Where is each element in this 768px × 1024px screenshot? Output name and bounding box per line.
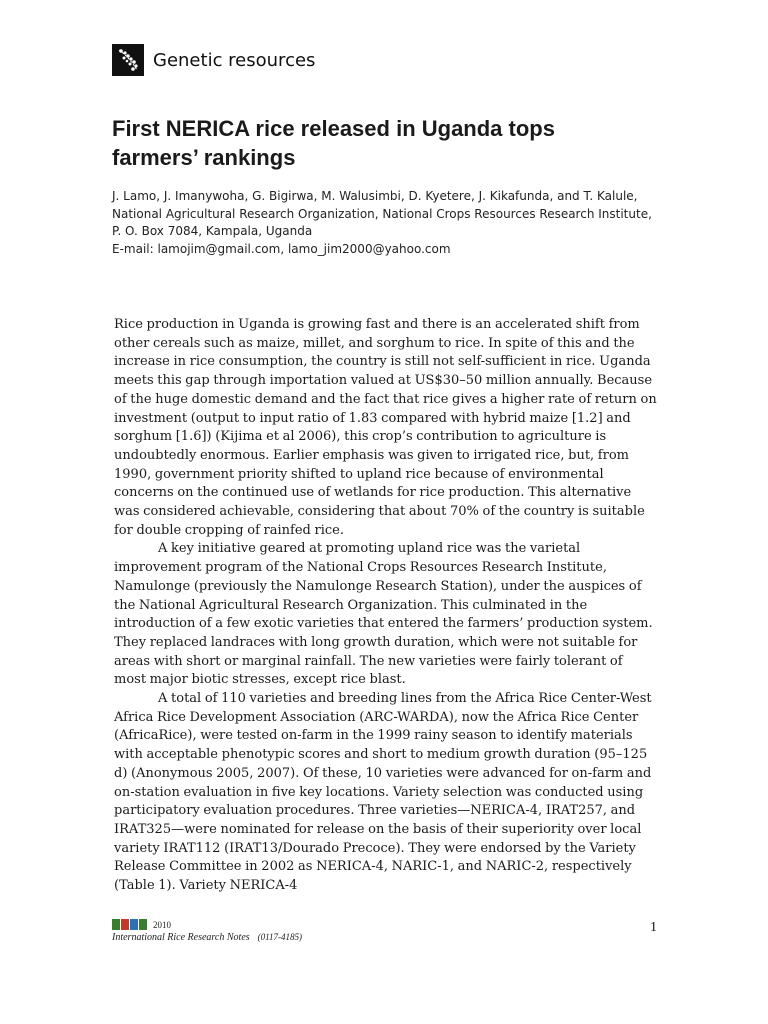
dna-helix-icon: [112, 44, 144, 76]
logo-block: [121, 919, 129, 930]
footer-year: 2010: [153, 919, 171, 930]
section-header: [112, 44, 315, 76]
author-email: E-mail: lamojim@gmail.com, lamo_jim2000@yahoo.com: [112, 241, 451, 256]
author-address: P. O. Box 7084, Kampala, Uganda: [112, 224, 313, 238]
journal-title: International Rice Research Notes: [112, 932, 250, 943]
author-block: [112, 188, 672, 258]
article-body: [114, 316, 658, 896]
page-footer: [112, 918, 657, 943]
irrn-logo: [112, 918, 148, 931]
author-affiliation: National Agricultural Research Organization, National Crops Resources Research Institute,: [112, 206, 652, 221]
section-label: Genetic resources: [153, 49, 316, 71]
body-paragraph: A key initiative geared at promoting upland rice was the varietal improvement program of the National Crops Resources Research Institute, Namulonge (previously the Namulonge Research Station), under the auspices of the National Agricultural Research Organization. This culminated in the introduction of a few exotic varieties that entered the farmers’ production system. They replaced landraces with long growth duration, which were not suitable for areas with short or marginal rainfall. The new varieties were fairly tolerant of most major biotic stresses, except rice blast.: [114, 541, 653, 688]
author-names: J. Lamo, J. Imanywoha, G. Bigirwa, M. Walusimbi, D. Kyetere, J. Kikafunda, and T. Kalule,: [112, 189, 638, 203]
article-title: First NERICA rice released in Uganda tops farmers’ rankings: [112, 116, 555, 170]
logo-block: [130, 919, 138, 930]
journal-name: [112, 932, 657, 943]
logo-block: [139, 919, 147, 930]
body-paragraph: A total of 110 varieties and breeding lines from the Africa Rice Center-West Africa Rice Development Association (ARC-WARDA), now the Africa Rice Center (AfricaRice), were tested on-farm in the 1999 rainy season to identify materials with acceptable phenotypic scores and short to medium growth duration (95–125 d) (Anonymous 2005, 2007). Of these, 10 varieties were advanced for on-farm and on-station evaluation in five key locations. Variety selection was conducted using participatory evaluation procedures. Three varieties—NERICA-4, IRAT257, and IRAT325—were nominated for release on the basis of their superiority over local variety IRAT112 (IRAT13/Dourado Precoce). They were endorsed by the Variety Release Committee in 2002 as NERICA-4, NARIC-1, and NARIC-2, respectively (Table 1). Variety NERICA-4: [114, 691, 652, 894]
logo-block: [112, 919, 120, 930]
body-paragraph: Rice production in Uganda is growing fast and there is an accelerated shift from other cereals such as maize, millet, and sorghum to rice. In spite of this and the increase in rice consumption, the country is still not self-sufficient in rice. Uganda meets this gap through importation valued at US$30–50 million annually. Because of the huge domestic demand and the fact that rice gives a higher rate of return on investment (output to input ratio of 1.83 compared with hybrid maize [1.2] and sorghum [1.6]) (Kijima et al 2006), this crop’s contribution to agriculture is undoubtedly enormous. Earlier emphasis was given to irrigated rice, but, from 1990, government priority shifted to upland rice because of environmental concerns on the continued use of wetlands for rice production. This alternative was considered achievable, considering that about 70% of the country is suitable for double cropping of rainfed rice.: [114, 317, 657, 538]
page-number: 1: [650, 920, 657, 935]
journal-issn: (0117-4185): [257, 932, 302, 942]
